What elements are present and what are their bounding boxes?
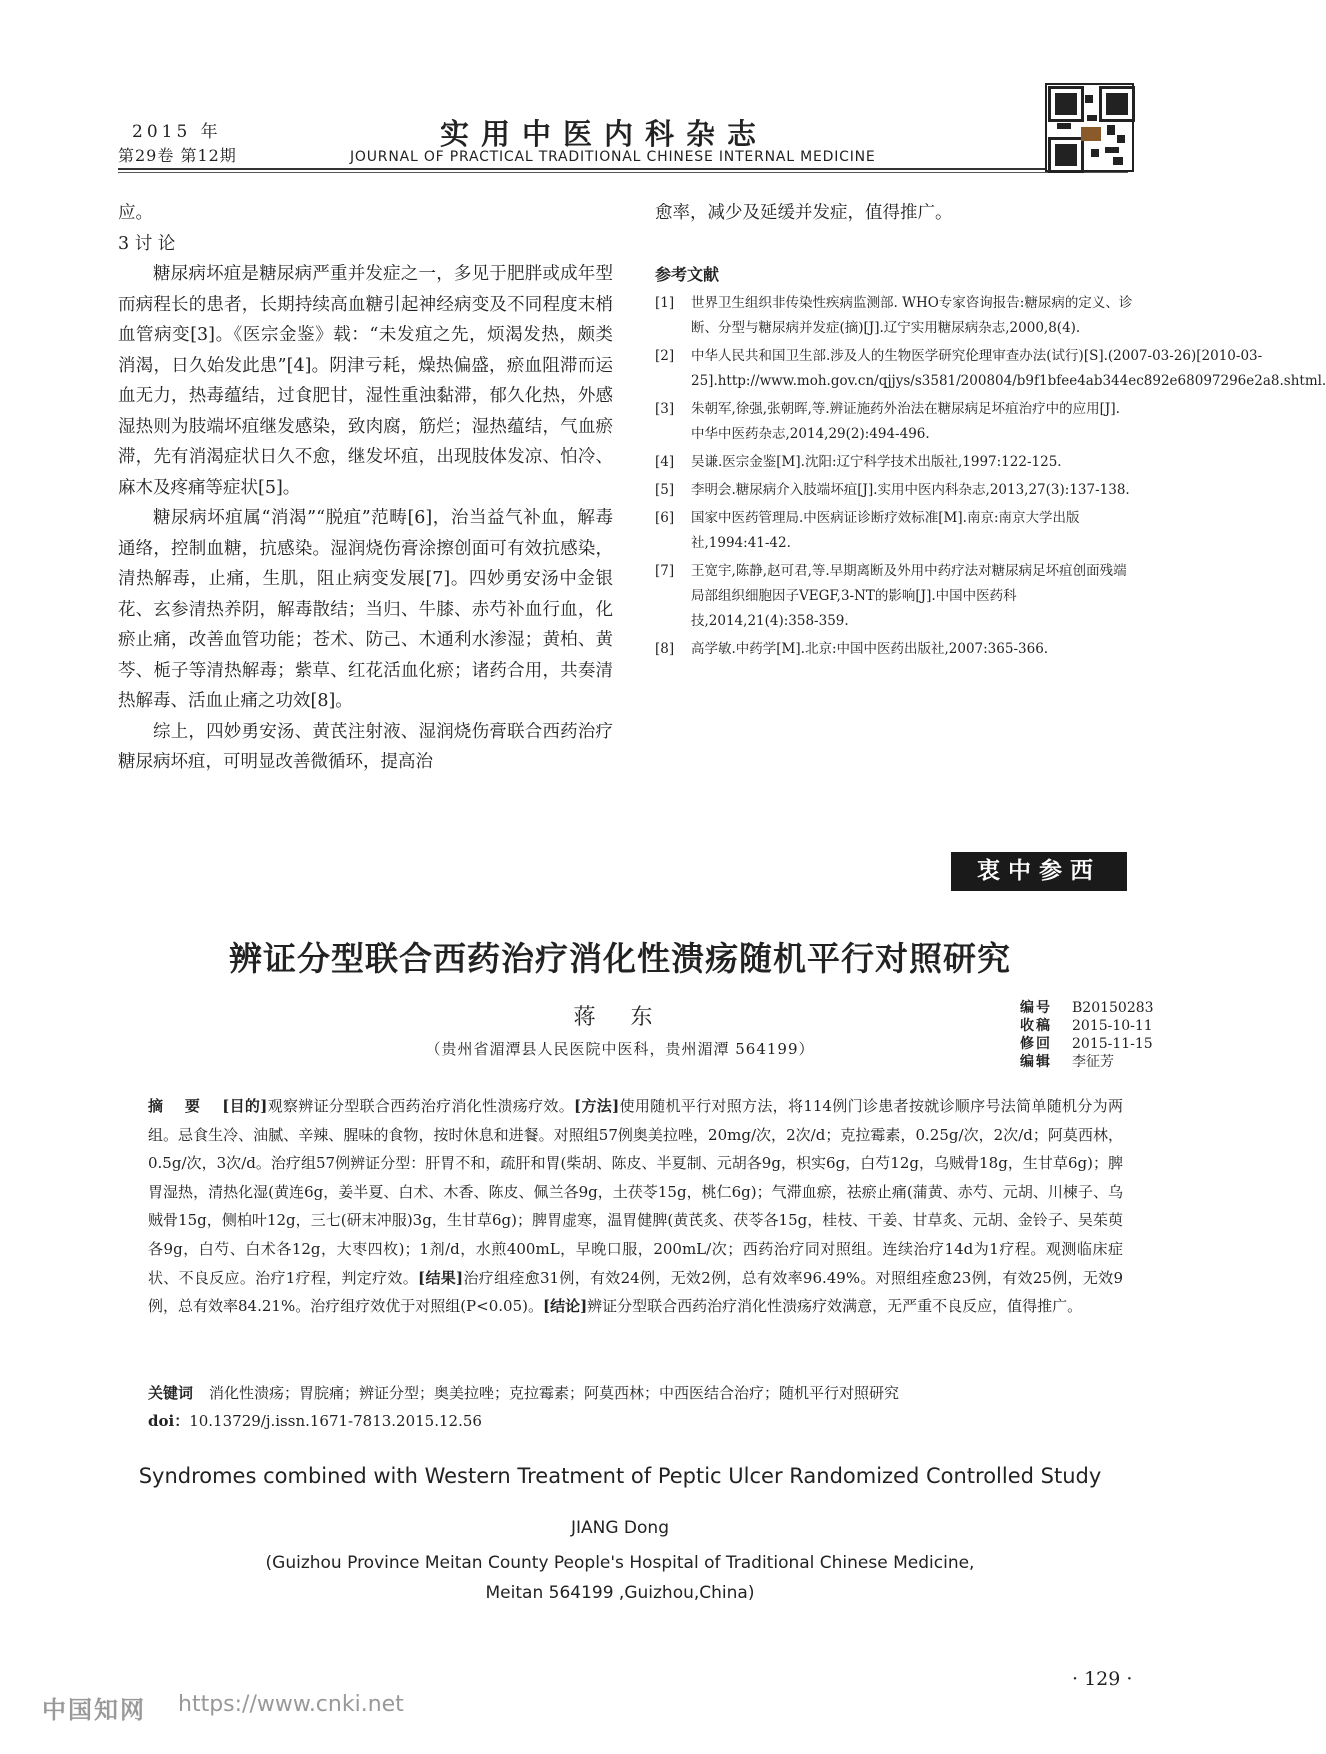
continued-paragraph: 愈率，减少及延缓并发症，值得推广。 (655, 203, 953, 223)
meta-row (1020, 999, 1154, 1017)
reference-item (655, 291, 1133, 341)
keywords-text: 消化性溃疡；胃脘痛；辨证分型；奥美拉唑；克拉霉素；阿莫西林；中西医结合治疗；随机平行对照研究 (209, 1384, 900, 1402)
reference-number: [4] (655, 454, 675, 470)
english-affiliation-line: (Guizhou Province Meitan County People's Hospital of Traditional Chinese Medicine, (265, 1553, 975, 1573)
keywords-label: 关键词 (148, 1384, 194, 1402)
meta-value: B20150283 (1072, 1000, 1154, 1016)
abstract-label: 摘 要 (148, 1097, 209, 1115)
reference-text: 国家中医药管理局.中医病证诊断疗效标准[M].南京:南京大学出版社,1994:41-42. (691, 510, 1080, 551)
section-heading: 3 讨 论 (118, 233, 176, 254)
paragraph: 糖尿病坏疽属“消渴”“脱疽”范畴[6]，治当益气补血，解毒通络，控制血糖，抗感染。湿润烧伤膏涂擦创面可有效抗感染，清热解毒，止痛，生肌，阻止病变发展[7]。四妙勇安汤中金银花、玄参清热养阴，解毒散结；当归、牛膝、赤芍补血行血，化瘀止痛，改善血管功能；苍术、防己、木通利水渗湿；黄柏、黄芩、栀子等清热解毒；紫草、红花活血化瘀；诸药合用，共奏清热解毒、活血止痛之功效[8]。 (118, 508, 613, 711)
abstract-text: 治疗组痊愈31例，有效24例，无效2例，总有效率96.49%。对照组痊愈23例，有效25例，无效9例，总有效率84.21%。治疗组疗效优于对照组(P<0.05)。 (148, 1268, 1124, 1316)
reference-list (655, 291, 1326, 662)
reference-number: [6] (655, 510, 675, 526)
column-label: 衷中参西 (948, 849, 1130, 894)
reference-number: [7] (655, 563, 675, 579)
paragraph: 糖尿病坏疽是糖尿病严重并发症之一，多见于肥胖或成年型而病程长的患者，长期持续高血糖引起神经病变及不同程度末梢血管病变[3]。《医宗金鉴》载：“未发疽之先，烦渴发热，颇类消渴，日久始发此患”[4]。阴津亏耗，燥热偏盛，瘀血阻滞而运血无力，热毒蕴结，过食肥甘，湿性重浊黏滞，郁久化热，外感湿热则为肢端坏疽继发感染，致肉腐，筋烂；湿热蕴结，气血瘀滞，先有消渴症状日久不愈，继发坏疽，出现肢体发凉、怕冷、麻木及疼痛等症状[5]。 (118, 264, 613, 498)
reference-number: [1] (655, 295, 675, 311)
reference-text: 李明会.糖尿病介入肢端坏疽[J].实用中医内科杂志,2013,27(3):137-138. (691, 482, 1130, 498)
abstract (148, 1092, 1123, 1321)
volume-issue: 第29卷 第12期 (118, 146, 237, 165)
meta-key: 修回 (1020, 1036, 1052, 1052)
page-number: · 129 · (1072, 1668, 1133, 1690)
paragraph: 综上，四妙勇安汤、黄芪注射液、湿润烧伤膏联合西药治疗糖尿病坏疽，可明显改善微循环，提高治 (118, 721, 613, 772)
reference-number: [8] (655, 641, 675, 657)
reference-item (655, 344, 1326, 394)
continued-line: 应。 (118, 203, 153, 223)
abstract-tag: [结果] (418, 1268, 464, 1287)
reference-text: 朱朝军,徐强,张朝晖,等.辨证施药外治法在糖尿病足坏疽治疗中的应用[J].中华中医药杂志,2014,29(2):494-496. (691, 401, 1120, 442)
meta-key: 编号 (1020, 1000, 1052, 1016)
reference-number: [3] (655, 401, 675, 417)
english-affiliation-line: Meitan 564199 ,Guizhou,China) (485, 1583, 755, 1603)
issue-year: 2015 年 (132, 122, 222, 142)
reference-text: 高学敏.中药学[M].北京:中国中医药出版社,2007:365-366. (691, 641, 1049, 657)
reference-text: 吴谦.医宗金鉴[M].沈阳:辽宁科学技术出版社,1997:122-125. (691, 454, 1062, 470)
header-rule (118, 168, 1128, 170)
doi (148, 1408, 482, 1434)
reference-item (655, 637, 1133, 662)
header-rule-thin (118, 172, 1128, 173)
article-title: 辨证分型联合西药治疗消化性溃疡随机平行对照研究 (229, 939, 1011, 978)
reference-text: 王宽宇,陈静,赵可君,等.早期离断及外用中药疗法对糖尿病足坏疽创面残端局部组织细胞因子VEGF,3-NT的影响[J].中国中医药科技,2014,21(4):358-359. (691, 563, 1127, 629)
meta-key: 编辑 (1020, 1054, 1052, 1070)
left-column (118, 198, 613, 778)
qr-code-icon (1045, 83, 1134, 172)
abstract-tag: [目的] (222, 1097, 268, 1115)
meta-row (1020, 1053, 1154, 1071)
journal-title: 实用中医内科杂志 (440, 117, 769, 151)
reference-number: [5] (655, 482, 675, 498)
meta-key: 收稿 (1020, 1018, 1052, 1034)
abstract-tag: [方法] (574, 1097, 620, 1115)
english-author: JIANG Dong (570, 1518, 669, 1538)
reference-item (655, 559, 1133, 634)
reference-item (655, 397, 1133, 447)
abstract-text: 辨证分型联合西药治疗消化性溃疡疗效满意，无严重不良反应，值得推广。 (587, 1297, 1083, 1316)
meta-value: 2015-10-11 (1072, 1018, 1153, 1034)
right-column (655, 198, 1326, 665)
abstract-body (148, 1097, 1123, 1315)
affiliation: （贵州省湄潭县人民医院中医科，贵州湄潭 564199） (425, 1040, 815, 1058)
journal-title-en: JOURNAL OF PRACTICAL TRADITIONAL CHINESE INTERNAL MEDICINE (350, 149, 876, 165)
reference-text: 世界卫生组织非传染性疾病监测部. WHO专家咨询报告:糖尿病的定义、诊断、分型与糖尿病并发症(摘)[J].辽宁实用糖尿病杂志,2000,8(4). (691, 295, 1133, 336)
watermark-logo: 中国知网 (42, 1696, 146, 1724)
meta-row (1020, 1017, 1154, 1035)
reference-item (655, 478, 1133, 503)
meta-value: 李征芳 (1072, 1054, 1114, 1070)
reference-item (655, 506, 1133, 556)
english-title: Syndromes combined with Western Treatment of Peptic Ulcer Randomized Controlled Study (138, 1464, 1102, 1488)
reference-text: 中华人民共和国卫生部.涉及人的生物医学研究伦理审查办法(试行)[S].(2007-03-26)[2010-03-25].http://www.moh.gov.cn/qjjys/s3581/200804/b9f1bfee4ab344ec892e68097296e2a8.shtml. (691, 348, 1326, 389)
reference-number: [2] (655, 348, 675, 364)
reference-item (655, 450, 1133, 475)
english-affiliation (0, 1548, 1240, 1608)
article-meta (1020, 999, 1154, 1071)
abstract-tag: [结论] (542, 1297, 588, 1316)
abstract-text: 观察辨证分型联合西药治疗消化性溃疡疗效。 (267, 1097, 575, 1115)
doi-value: 10.13729/j.issn.1671-7813.2015.12.56 (189, 1412, 482, 1430)
references-heading: 参考文献 (655, 265, 720, 284)
meta-value: 2015-11-15 (1072, 1036, 1153, 1052)
keywords (148, 1380, 1123, 1406)
watermark-url[interactable]: https://www.cnki.net (178, 1692, 404, 1717)
meta-row (1020, 1035, 1154, 1053)
author: 蒋 东 (573, 1005, 667, 1030)
doi-label: doi： (148, 1412, 190, 1430)
abstract-text: 使用随机平行对照方法，将114例门诊患者按就诊顺序号法简单随机分为两组。忌食生冷、油腻、辛辣、腥味的食物，按时休息和进餐。对照组57例奥美拉唑，20mg/次，2次/d；克拉霉素，0.25g/次，2次/d；阿莫西林，0.5g/次，3次/d。治疗组57例辨证分型：肝胃不和，疏肝和胃(柴胡、陈皮、半夏制、元胡各9g，枳实6g，白芍12g，乌贼骨18g，生甘草6g)；脾胃湿热，清热化湿(黄连6g，姜半夏、白术、木香、陈皮、佩兰各9g，土茯苓15g，桃仁6g)；气滞血瘀，祛瘀止痛(蒲黄、赤芍、元胡、川楝子、乌贼骨15g，侧柏叶12g，三七(研末冲服)3g，生甘草6g)；脾胃虚寒，温胃健脾(黄芪炙、茯苓各15g，桂枝、干姜、甘草炙、元胡、金铃子、吴茱萸各9g，白芍、白术各12g，大枣四枚)；1剂/d，水煎400mL，早晚口服，200mL/次；西药治疗同对照组。连续治疗14d为1疗程。观测临床症状、不良反应。治疗1疗程，判定疗效。 (148, 1097, 1123, 1287)
